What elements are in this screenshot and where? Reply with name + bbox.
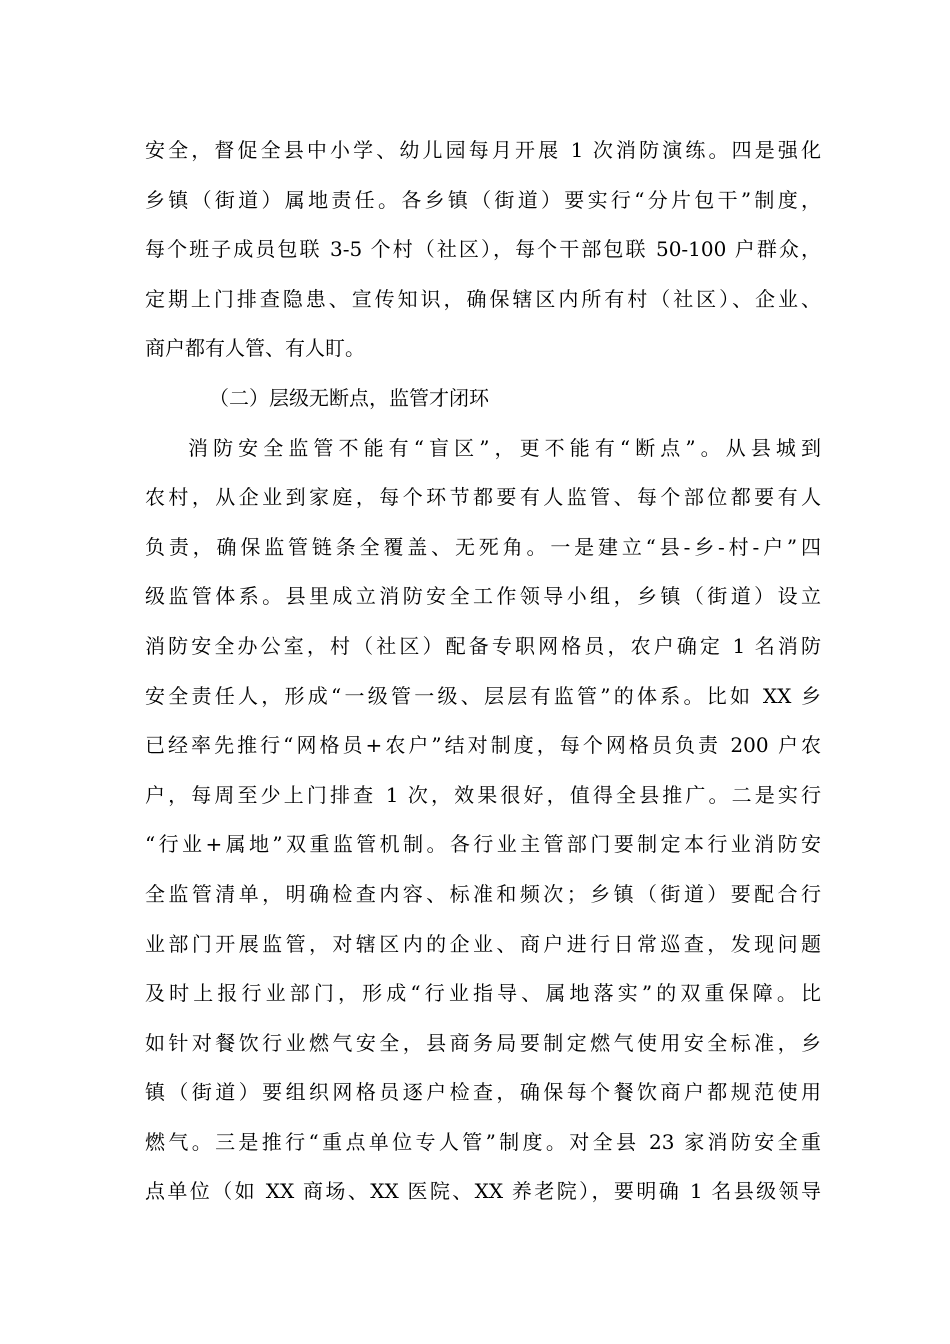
text-line: 已经率先推行“网格员+农户”结对制度，每个网格员负责 200 户农 <box>145 733 821 758</box>
text-line: 每个班子成员包联 3-5 个村（社区），每个干部包联 50-100 户群众， <box>145 237 821 262</box>
text-line: 全监管清单，明确检查内容、标准和频次；乡镇（街道）要配合行 <box>145 881 821 906</box>
text-line: 安全责任人，形成“一级管一级、层层有监管”的体系。比如 XX 乡 <box>145 683 821 708</box>
text-line: 乡镇（街道）属地责任。各乡镇（街道）要实行“分片包干”制度， <box>145 187 821 212</box>
text-line: 点单位（如 XX 商场、XX 医院、XX 养老院），要明确 1 名县级领导 <box>145 1179 821 1204</box>
text-line: 户，每周至少上门排查 1 次，效果很好，值得全县推广。二是实行 <box>145 782 821 807</box>
text-line: 业部门开展监管，对辖区内的企业、商户进行日常巡查，发现问题 <box>145 931 821 956</box>
text-line: 燃气。三是推行“重点单位专人管”制度。对全县 23 家消防安全重 <box>145 1129 821 1154</box>
text-line: 消防安全办公室，村（社区）配备专职网格员，农户确定 1 名消防 <box>145 633 821 658</box>
text-line: 级监管体系。县里成立消防安全工作领导小组，乡镇（街道）设立 <box>145 584 821 609</box>
section-heading: （二）层级无断点，监管才闭环 <box>209 385 489 410</box>
text-line: 如针对餐饮行业燃气安全，县商务局要制定燃气使用安全标准，乡 <box>145 1030 821 1055</box>
text-line: 负责，确保监管链条全覆盖、无死角。一是建立“县-乡-村-户”四 <box>145 534 821 559</box>
text-line: 安全，督促全县中小学、幼儿园每月开展 1 次消防演练。四是强化 <box>145 138 821 162</box>
text-line: 镇（街道）要组织网格员逐户检查，确保每个餐饮商户都规范使用 <box>145 1080 821 1105</box>
text-line: 定期上门排查隐患、宣传知识，确保辖区内所有村（社区）、企业、 <box>145 286 821 311</box>
text-line: 商户都有人管、有人盯。 <box>145 336 365 361</box>
text-line: 及时上报行业部门，形成“行业指导、属地落实”的双重保障。比 <box>145 981 821 1006</box>
document-body <box>145 128 821 1219</box>
text-line: 消防安全监管不能有“盲区”，更不能有“断点”。从县城到 <box>188 435 821 460</box>
text-line: 农村，从企业到家庭，每个环节都要有人监管、每个部位都要有人 <box>145 485 821 510</box>
text-line: “行业+属地”双重监管机制。各行业主管部门要制定本行业消防安 <box>145 832 821 857</box>
